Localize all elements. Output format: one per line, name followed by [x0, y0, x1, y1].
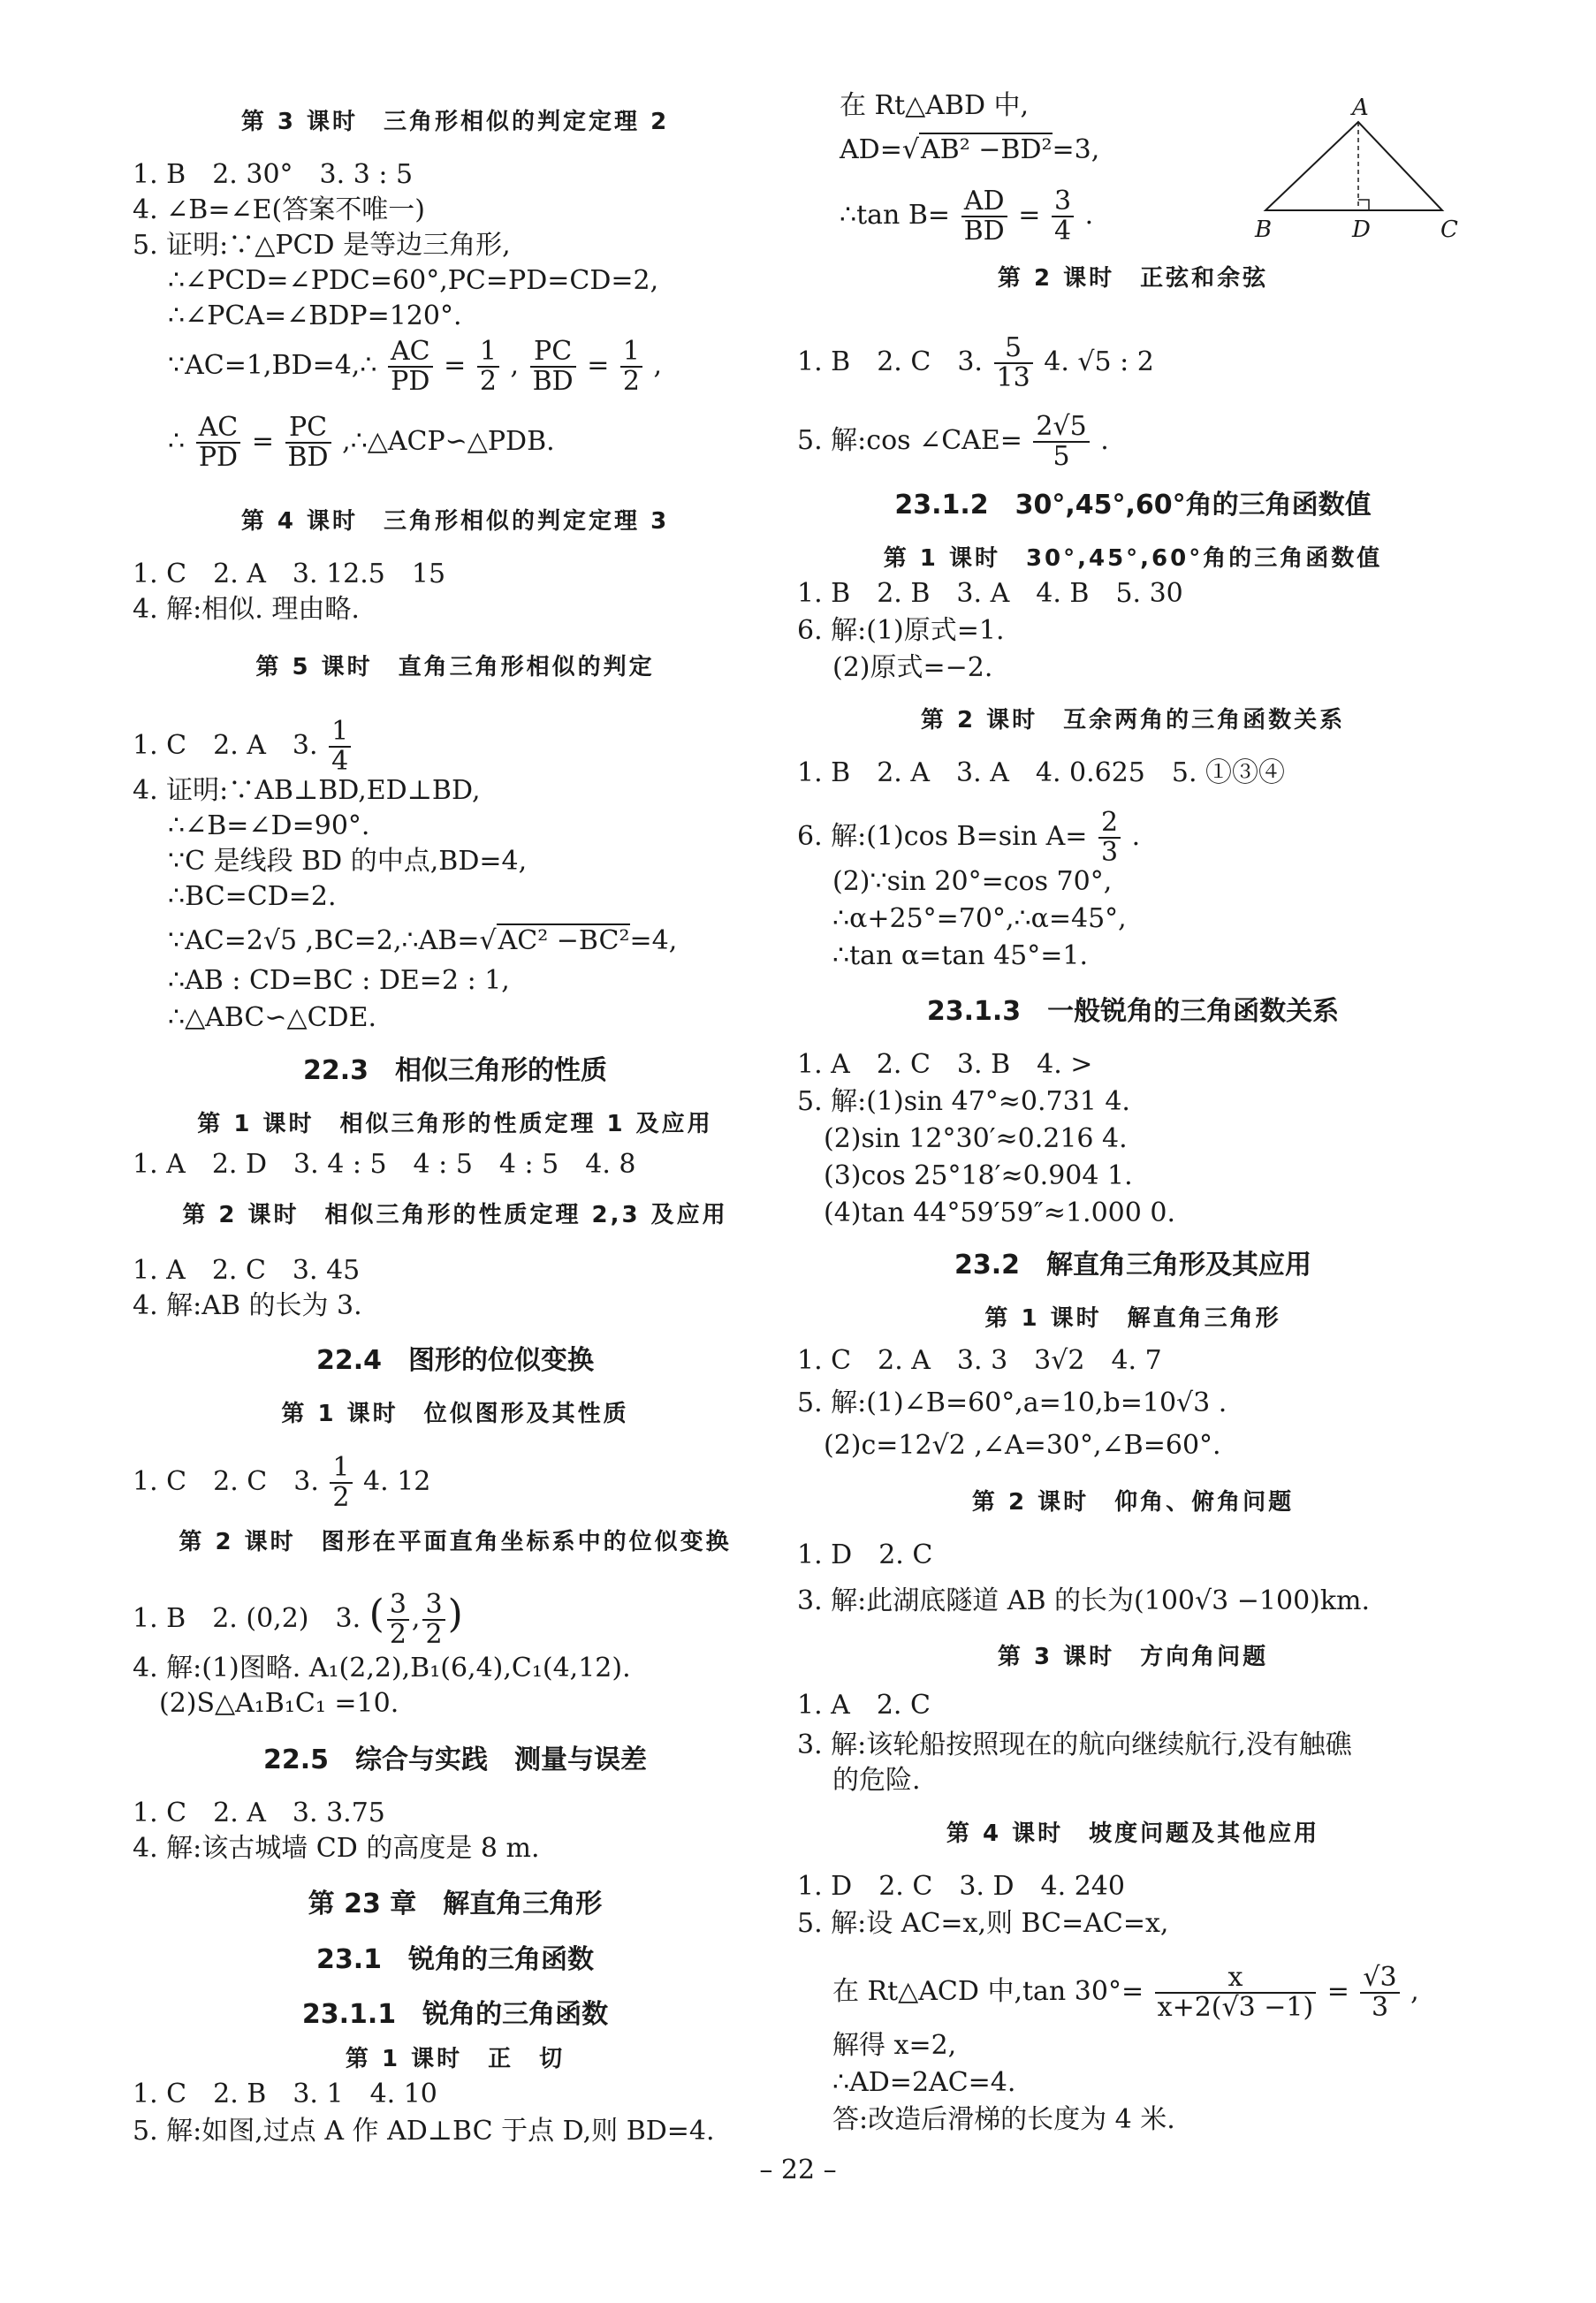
answer-line: 4. 解:该古城墙 CD 的高度是 8 m.: [133, 1833, 540, 1864]
answer-line: [797, 334, 1154, 392]
section-heading: 第 1 课时 位似图形及其性质: [281, 1401, 629, 1427]
answer-line: 1. A 2. C 3. B 4. >: [797, 1049, 1093, 1080]
proof-line: ∴△ABC∽△CDE.: [168, 1002, 377, 1033]
label-c: C: [1440, 217, 1458, 243]
text: .: [1084, 200, 1094, 231]
denominator: 13: [996, 362, 1030, 393]
answer-line: 1. B 2. B 3. A 4. B 5. 30: [797, 578, 1183, 609]
proof-line: ∴∠B=∠D=90°.: [168, 810, 370, 841]
fraction: [422, 1591, 445, 1649]
section-heading: 第 3 课时 方向角问题: [997, 1644, 1269, 1670]
denominator: 2: [425, 1619, 443, 1650]
section-heading: 22.5 综合与实践 测量与误差: [262, 1744, 648, 1775]
denominator: BD: [287, 442, 329, 473]
solution-line: (2)∵sin 20°=cos 70°,: [832, 866, 1113, 897]
text: =: [1326, 1976, 1349, 2007]
text: 1. B 2. (0,2) 3.: [133, 1603, 361, 1634]
paren: ): [447, 1592, 463, 1637]
answer-line: (2)sin 12°30′≈0.216 4.: [824, 1123, 1128, 1154]
answer-line: 1. A 2. C 3. 45: [133, 1255, 361, 1286]
denominator: PD: [198, 442, 239, 473]
answer-line: (2)S△A₁B₁C₁ =10.: [159, 1688, 399, 1719]
denominator: BD: [963, 216, 1005, 247]
denominator: 5: [1053, 441, 1070, 472]
answer-line: (2)原式=−2.: [832, 652, 993, 683]
text: ,: [510, 350, 520, 381]
answer-line: [133, 1591, 463, 1649]
section-heading: 第 5 课时 直角三角形相似的判定: [255, 654, 655, 680]
right-angle-mark: [1358, 200, 1369, 210]
fraction: [620, 338, 642, 396]
numerator: AC: [196, 414, 241, 444]
text: 5. 解:cos ∠CAE=: [797, 425, 1022, 456]
text: 1. B 2. C 3.: [797, 346, 983, 377]
numerator: 3: [1052, 187, 1074, 217]
fraction: [994, 334, 1033, 392]
proof-line: [168, 338, 662, 396]
solution-line: [840, 187, 1093, 246]
denominator: 2: [622, 366, 640, 397]
numerator: 1: [329, 718, 351, 748]
solution-line: ∴tan α=tan 45°=1.: [832, 940, 1089, 971]
numerator: PC: [285, 414, 331, 444]
fraction: [387, 1591, 409, 1649]
answer-line: [133, 1454, 430, 1512]
fraction: [330, 1454, 352, 1512]
numerator: 1: [620, 338, 642, 368]
numerator: x: [1155, 1964, 1317, 1994]
chapter-heading: 第 23 章 解直角三角形: [308, 1889, 603, 1919]
answer-line: 4. 解:(1)图略. A₁(2,2),B₁(6,4),C₁(4,12).: [133, 1653, 631, 1684]
text: ∴tan B=: [840, 200, 951, 231]
text: =: [251, 426, 274, 457]
denominator: 2: [332, 1482, 350, 1513]
solution-line: ∴AD=2AC=4.: [832, 2067, 1016, 2098]
section-heading: 23.1 锐角的三角函数: [315, 1944, 595, 1975]
section-heading: 第 2 课时 互余两角的三角函数关系: [920, 707, 1346, 733]
numerator: √3: [1360, 1964, 1399, 1994]
label-d: D: [1352, 217, 1371, 243]
section-heading: 22.3 相似三角形的性质: [302, 1055, 608, 1086]
numerator: 1: [330, 1454, 352, 1484]
fraction: [961, 187, 1007, 246]
fraction: [1098, 809, 1121, 867]
answer-line: 1. D 2. C: [797, 1539, 933, 1570]
proof-line: [168, 923, 677, 959]
answer-line: 1. C 2. A 3. 12.5 15: [133, 559, 446, 589]
section-heading: 第 1 课时 相似三角形的性质定理 1 及应用: [197, 1111, 713, 1137]
page-number: – 22 –: [759, 2155, 837, 2185]
fraction: [329, 718, 351, 776]
answer-line: 3. 解:此湖底隧道 AB 的长为(100√3 −100)km.: [797, 1585, 1371, 1616]
text: =: [444, 350, 467, 381]
text: .: [1131, 821, 1141, 852]
text: =: [587, 350, 610, 381]
sqrt-sign: √: [479, 925, 497, 956]
section-heading: 第 2 课时 相似三角形的性质定理 2,3 及应用: [182, 1202, 728, 1228]
answer-line: 的危险.: [832, 1765, 921, 1796]
solution-line: 答:改造后滑梯的长度为 4 米.: [832, 2104, 1175, 2135]
text: ∵AC=2√5 ,BC=2,∴AB=: [168, 925, 480, 956]
label-b: B: [1255, 217, 1273, 243]
denominator: BD: [532, 366, 574, 397]
text: AD=: [840, 134, 902, 165]
text: ∵AC=1,BD=4,∴: [168, 350, 377, 381]
denominator: x+2(√3 −1): [1157, 1992, 1314, 2023]
answer-line: 1. B 2. A 3. A 4. 0.625 5. ①③④: [797, 757, 1286, 788]
fraction: [530, 338, 576, 396]
proof-line: ∴AB : CD=BC : DE=2 : 1,: [168, 965, 510, 996]
answer-line: 1. C 2. A 3. 3.75: [133, 1798, 385, 1828]
answer-line: 5. 解:(1)∠B=60°,a=10,b=10√3 .: [797, 1387, 1227, 1418]
text: 6. 解:(1)cos B=sin A=: [797, 821, 1088, 852]
section-heading: 第 1 课时 正 切: [345, 2046, 566, 2072]
denominator: 4: [1053, 216, 1072, 247]
text: ∴: [168, 426, 186, 457]
section-heading: 22.4 图形的位似变换: [315, 1345, 595, 1376]
proof-line: ∴BC=CD=2.: [168, 881, 337, 912]
proof-line: ∵C 是线段 BD 的中点,BD=4,: [168, 846, 528, 877]
solution-line: [840, 133, 1099, 168]
text: =3,: [1052, 134, 1100, 165]
radicand: AB² −BD²: [920, 134, 1053, 165]
answer-line: 1. B 2. 30° 3. 3 : 5: [133, 159, 414, 190]
solution-line: 解得 x=2,: [832, 2030, 957, 2061]
answer-line: 1. A 2. D 3. 4 : 5 4 : 5 4 : 5 4. 8: [133, 1149, 636, 1180]
denominator: 3: [1100, 837, 1119, 868]
answer-line: 1. C 2. B 3. 1 4. 10: [133, 2079, 437, 2109]
section-heading: 第 1 课时 30°,45°,60°角的三角函数值: [883, 545, 1383, 572]
denominator: 3: [1371, 1992, 1389, 2023]
answer-line: (4)tan 44°59′59″≈1.000 0.: [824, 1197, 1176, 1228]
fraction: [388, 338, 433, 396]
numerator: PC: [530, 338, 576, 368]
text: 4. √5 : 2: [1044, 346, 1154, 377]
radicand: AC² −BC²: [498, 925, 630, 956]
answer-line: 5. 证明:∵△PCD 是等边三角形,: [133, 230, 511, 261]
section-heading: 第 4 课时 三角形相似的判定定理 3: [240, 508, 670, 535]
numerator: 3: [387, 1591, 409, 1621]
numerator: 5: [994, 334, 1033, 364]
denominator: 2: [389, 1619, 407, 1650]
section-heading: 23.1.2 30°,45°,60°角的三角函数值: [894, 490, 1372, 521]
proof-line: ∴∠PCA=∠BDP=120°.: [168, 300, 462, 331]
section-heading: 23.1.3 一般锐角的三角函数关系: [926, 996, 1340, 1027]
answer-line: 4. ∠B=∠E(答案不唯一): [133, 194, 425, 225]
numerator: 1: [477, 338, 499, 368]
answer-line: 5. 解:如图,过点 A 作 AD⊥BC 于点 D,则 BD=4.: [133, 2116, 715, 2147]
answer-line: 1. D 2. C 3. D 4. 240: [797, 1871, 1125, 1902]
section-heading: 23.1.1 锐角的三角函数: [301, 1999, 609, 2030]
text: ,∴△ACP∽△PDB.: [342, 426, 555, 457]
text: 4. 12: [363, 1466, 431, 1497]
text: 1. C 2. C 3.: [133, 1466, 319, 1497]
section-heading: 第 1 课时 解直角三角形: [984, 1305, 1281, 1332]
answer-line: 4. 解:AB 的长为 3.: [133, 1290, 362, 1321]
answer-line: [797, 809, 1140, 867]
answer-line: 5. 解:设 AC=x,则 BC=AC=x,: [797, 1908, 1169, 1939]
answer-line: 1. C 2. A 3. 3 3√2 4. 7: [797, 1345, 1162, 1376]
section-heading: 第 2 课时 图形在平面直角坐标系中的位似变换: [179, 1529, 732, 1555]
fraction: [477, 338, 499, 396]
answer-line: (2)c=12√2 ,∠A=30°,∠B=60°.: [824, 1430, 1221, 1461]
answer-line: 5. 解:(1)sin 47°≈0.731 4.: [797, 1086, 1130, 1117]
numerator: 2√5: [1033, 413, 1089, 443]
text: =: [1018, 200, 1041, 231]
section-heading: 第 2 课时 仰角、俯角问题: [971, 1489, 1295, 1516]
label-a: A: [1352, 95, 1369, 121]
fraction: [1360, 1964, 1399, 2022]
triangle-abc: [1265, 122, 1442, 210]
triangle-figure: [1239, 95, 1469, 246]
text: 在 Rt△ACD 中,tan 30°=: [832, 1976, 1144, 2007]
solution-line: 在 Rt△ABD 中,: [840, 90, 1030, 121]
numerator: AD: [961, 187, 1007, 217]
sqrt-sign: √: [901, 134, 919, 165]
text: ,: [411, 1603, 421, 1634]
solution-line: ∴α+25°=70°,∴α=45°,: [832, 903, 1127, 934]
section-heading: 第 3 课时 三角形相似的判定定理 2: [240, 109, 670, 135]
denominator: 4: [331, 746, 349, 777]
answer-line: [133, 718, 353, 776]
solution-line: [832, 1964, 1419, 2022]
section-heading: 23.2 解直角三角形及其应用: [954, 1250, 1312, 1281]
fraction: [1155, 1964, 1317, 2022]
text: ,: [653, 350, 663, 381]
answer-line: 4. 证明:∵AB⊥BD,ED⊥BD,: [133, 775, 481, 806]
answer-line: 6. 解:(1)原式=1.: [797, 615, 1005, 646]
paren: (: [369, 1592, 384, 1637]
text: 1. C 2. A 3.: [133, 730, 318, 761]
answer-line: 1. A 2. C: [797, 1690, 931, 1721]
answer-line: (3)cos 25°18′≈0.904 1.: [824, 1160, 1133, 1191]
denominator: PD: [391, 366, 430, 397]
text: =4,: [629, 925, 678, 956]
section-heading: 第 2 课时 正弦和余弦: [997, 265, 1269, 292]
numerator: 3: [422, 1591, 445, 1621]
proof-line: ∴∠PCD=∠PDC=60°,PC=PD=CD=2,: [168, 265, 659, 296]
answer-line: 3. 解:该轮船按照现在的航向继续航行,没有触礁: [797, 1729, 1352, 1760]
answer-line: [797, 413, 1109, 471]
text: ,: [1410, 1976, 1419, 2007]
fraction: [1033, 413, 1089, 471]
proof-line: [168, 414, 555, 472]
fraction: [285, 414, 331, 472]
numerator: AC: [388, 338, 433, 368]
text: .: [1100, 425, 1109, 456]
fraction: [1052, 187, 1074, 246]
answer-line: 4. 解:相似. 理由略.: [133, 594, 360, 625]
numerator: 2: [1098, 809, 1121, 839]
fraction: [196, 414, 241, 472]
denominator: 2: [479, 366, 497, 397]
section-heading: 第 4 课时 坡度问题及其他应用: [946, 1820, 1320, 1847]
